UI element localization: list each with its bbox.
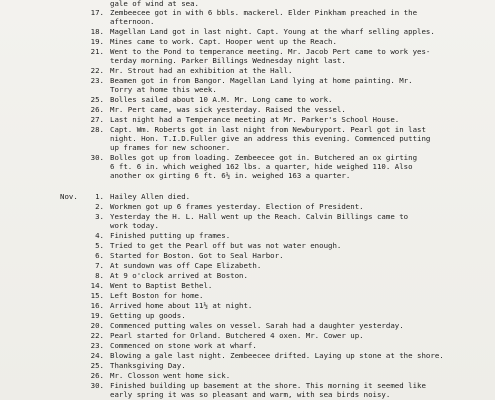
entry-continuation: 6 ft. 6 in. which weighed 162 lbs. a quarter, hide weighed 110. Also	[110, 162, 413, 171]
entry-day-number: 5.	[95, 241, 104, 250]
entry-text: At sundown was off Cape Elizabeth.	[110, 261, 262, 270]
entry-day-number: 20.	[90, 321, 104, 330]
entry-text: Arrived home about 11½ at night.	[110, 301, 253, 310]
entry-continuation: early spring it was so pleasant and warm, with sea birds noisy.	[110, 390, 391, 399]
entry-text: Beamen got in from Bangor. Magellan Land lying at home painting. Mr.	[110, 76, 413, 85]
entry-day-number: 27.	[90, 115, 104, 124]
entry-continuation: afternoon.	[110, 17, 155, 26]
month-label: Nov.	[60, 192, 78, 201]
entry-text: Commenced on stone work at wharf.	[110, 341, 257, 350]
entry-day-number: 2.	[95, 202, 104, 211]
entry-continuation: Torry at home this week.	[110, 85, 217, 94]
entry-text: Yesterday the H. L. Hall went up the Reach. Calvin Billings came to	[110, 212, 409, 221]
entry-text: Tried to get the Pearl off but was not water enough.	[110, 241, 342, 250]
entry-day-number: 21.	[90, 47, 104, 56]
entry-continuation: work today.	[110, 221, 159, 230]
entry-day-number: 26.	[90, 105, 104, 114]
entry-day-number: 1.	[95, 192, 104, 201]
entry-day-number: 22.	[90, 331, 104, 340]
entry-text: Went to Baptist Bethel.	[110, 281, 213, 290]
entry-text: At 9 o'clock arrived at Boston.	[110, 271, 248, 280]
entry-day-number: 22.	[90, 66, 104, 75]
entry-day-number: 28.	[90, 125, 104, 134]
entry-text: Magellan Land got in last night. Capt. Young at the wharf selling apples.	[110, 27, 435, 36]
entry-text: Bolles got up from loading. Zembeecee got in. Butchered an ox girting	[110, 153, 418, 162]
entry-day-number: 23.	[90, 76, 104, 85]
entry-text: Pearl started for Orland. Butchered 4 oxen. Mr. Cower up.	[110, 331, 364, 340]
entry-text: Zembeecee got in with 6 bbls. mackerel. Elder Pinkham preached in the	[110, 8, 418, 17]
entry-day-number: 30.	[90, 153, 104, 162]
entry-day-number: 6.	[95, 251, 104, 260]
entry-text: Mr. Strout had an exhibition at the Hall.	[110, 66, 293, 75]
entry-day-number: 19.	[90, 37, 104, 46]
entry-day-number: 3.	[95, 212, 104, 221]
entry-text: Mr. Closson went home sick.	[110, 371, 231, 380]
entry-text: Finished putting up frames.	[110, 231, 231, 240]
entry-text: Capt. Wm. Roberts got in last night from Newburyport. Pearl got in last	[110, 125, 426, 134]
entry-text: Bolles sailed about 10 A.M. Mr. Long came to work.	[110, 95, 333, 104]
entry-day-number: 15.	[90, 291, 104, 300]
entry-day-number: 23.	[90, 341, 104, 350]
entry-text: Mines came to work. Capt. Hooper went up the Reach.	[110, 37, 337, 46]
entry-day-number: 8.	[95, 271, 104, 280]
entry-text: Commenced putting wales on vessel. Sarah had a daughter yesterday.	[110, 321, 404, 330]
entry-text: Started for Boston. Got to Seal Harbor.	[110, 251, 284, 260]
entry-day-number: 18.	[90, 27, 104, 36]
entry-day-number: 26.	[90, 371, 104, 380]
entry-continuation: gale of wind at sea.	[110, 0, 199, 8]
entry-day-number: 17.	[90, 8, 104, 17]
entry-continuation: up frames for new schooner.	[110, 143, 231, 152]
entry-day-number: 24.	[90, 351, 104, 360]
entry-text: Left Boston for home.	[110, 291, 204, 300]
entry-day-number: 7.	[95, 261, 104, 270]
entry-text: Mr. Pert came, was sick yesterday. Raised the vessel.	[110, 105, 346, 114]
entry-text: Blowing a gale last night. Zembeecee drifted. Laying up stone at the shore.	[110, 351, 444, 360]
entry-text: Finished building up basement at the shore. This morning it seemed like	[110, 381, 426, 390]
entry-text: Went to the Pond to temperance meeting. Mr. Jacob Pert came to work yes-	[110, 47, 431, 56]
entry-text: Thanksgiving Day.	[110, 361, 186, 370]
entry-text: Last night had a Temperance meeting at Mr. Parker's School House.	[110, 115, 400, 124]
entry-text: Getting up goods.	[110, 311, 186, 320]
entry-continuation: terday morning. Parker Billings Wednesday night last.	[110, 56, 346, 65]
entry-day-number: 14.	[90, 281, 104, 290]
entry-text: Workmen got up 6 frames yesterday. Election of President.	[110, 202, 364, 211]
entry-day-number: 25.	[90, 361, 104, 370]
entry-day-number: 25.	[90, 95, 104, 104]
entry-day-number: 19.	[90, 311, 104, 320]
entry-continuation: night. Hon. T.I.D.Fuller give an address this evening. Commenced putting	[110, 134, 431, 143]
entry-day-number: 16.	[90, 301, 104, 310]
entry-day-number: 4.	[95, 231, 104, 240]
entry-text: Hailey Allen died.	[110, 192, 191, 201]
entry-day-number: 30.	[90, 381, 104, 390]
entry-continuation: another ox girting 6 ft. 6½ in. weighed 163 a quarter.	[110, 171, 351, 180]
